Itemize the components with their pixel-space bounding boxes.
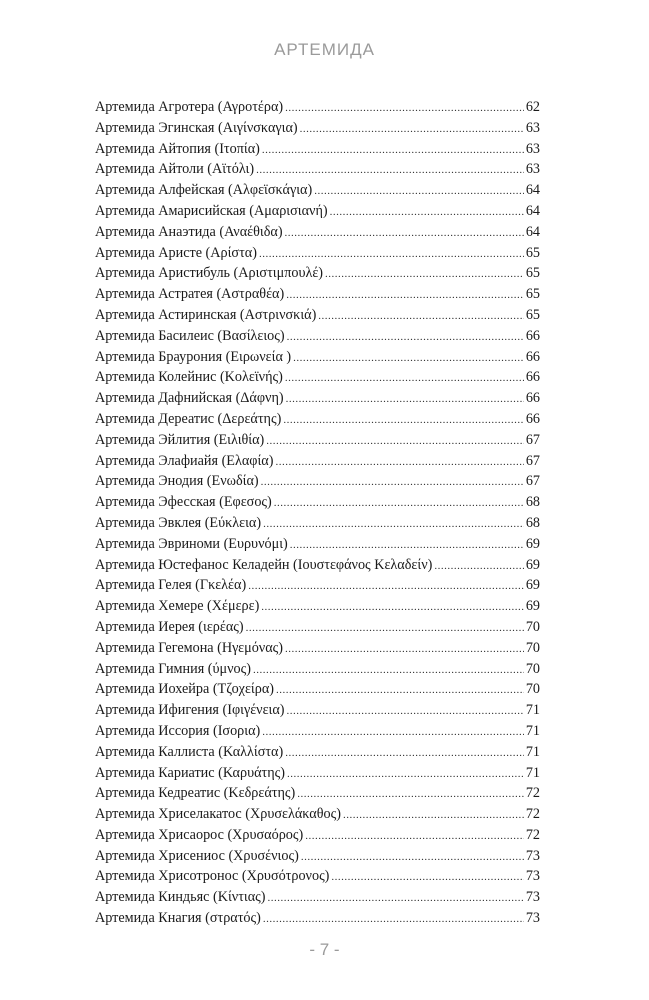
- toc-dot-leader: [343, 805, 524, 826]
- toc-dot-leader: [301, 847, 524, 868]
- toc-entry-title: Артемида Дереатис (Δερεάτης): [95, 410, 282, 427]
- toc-entry-title: Артемида Айтоли (Αϊτόλι): [95, 161, 255, 178]
- toc-entry-title: Артемида Агротера (Αγροτέρα): [95, 99, 284, 115]
- toc-dot-leader: [246, 618, 524, 639]
- toc-dot-leader: [266, 431, 524, 452]
- toc-entry-title: Артемида Аристибуль (Αριστιμπουλέ): [95, 265, 324, 282]
- toc-dot-leader: [330, 202, 524, 223]
- toc-entry: [95, 409, 540, 430]
- toc-dot-leader: [261, 597, 524, 618]
- toc-entry-page: 71: [525, 722, 540, 739]
- toc-entry-page: 66: [525, 348, 540, 365]
- toc-entry-title: Артемида Астиринская (Αστρινσκιά): [95, 306, 317, 323]
- toc-entry: [95, 804, 540, 825]
- toc-entry-page: 72: [525, 806, 540, 823]
- toc-entry-page: 73: [525, 847, 540, 864]
- toc-entry: [95, 659, 540, 680]
- toc-entry-title: Артемида Ифигения (Ιφιγένεια): [95, 702, 285, 719]
- toc-dot-leader: [262, 140, 524, 161]
- toc-entry-title: Артемида Аристе (Αρίστα): [95, 244, 257, 261]
- toc-dot-leader: [285, 639, 524, 660]
- toc-entry: [95, 866, 540, 887]
- toc-entry-title: Артемида Эгинская (Αιγίνσκαγια): [95, 119, 298, 136]
- toc-entry-title: Артемида Гимния (ύμνος): [95, 660, 251, 677]
- toc-dot-leader: [248, 576, 524, 597]
- toc-entry: [95, 222, 540, 243]
- toc-entry: [95, 201, 540, 222]
- toc-entry-page: 64: [525, 223, 540, 240]
- toc-entry: [95, 243, 540, 264]
- toc-entry: [95, 887, 540, 908]
- toc-dot-leader: [300, 119, 524, 140]
- toc-entry: [95, 742, 540, 763]
- toc-entry-title: Артемида Алфейская (Αλφεϊσκάγια): [95, 182, 313, 199]
- toc-entry-page: 71: [525, 743, 540, 760]
- toc-entry: [95, 388, 540, 409]
- toc-entry: [95, 139, 540, 160]
- toc-entry-title: Артемида Хриселакатос (Χρυσελάκαθος): [95, 806, 341, 823]
- toc-dot-leader: [331, 867, 523, 888]
- toc-dot-leader: [286, 389, 524, 410]
- toc-dot-leader: [287, 701, 524, 722]
- toc-dot-leader: [297, 784, 524, 805]
- toc-dot-leader: [253, 660, 524, 681]
- toc-entry: [95, 555, 540, 576]
- toc-dot-leader: [290, 535, 524, 556]
- toc-entry-page: 65: [525, 306, 540, 323]
- toc-entry-title: Артемида Кариатис (Καρυάτης): [95, 764, 285, 781]
- toc-dot-leader: [285, 743, 524, 764]
- toc-entry-title: Артемида Хрисаорос (Χρυσαόρος): [95, 826, 304, 843]
- toc-entry: [95, 700, 540, 721]
- toc-entry: [95, 575, 540, 596]
- toc-entry: [95, 534, 540, 555]
- toc-dot-leader: [256, 160, 524, 181]
- toc-entry-page: 72: [525, 785, 540, 802]
- toc-entry-title: Артемида Гегемона (Ηγεμόνας): [95, 639, 283, 656]
- toc-entry: [95, 263, 540, 284]
- toc-entry-title: Артемида Гелея (Γκελέα): [95, 577, 247, 594]
- running-head: АРТЕМИДА: [274, 40, 375, 59]
- toc-entry: [95, 783, 540, 804]
- toc-entry-title: Артемида Кедреатис (Κεδρεάτης): [95, 785, 296, 802]
- toc-entry-page: 70: [525, 681, 540, 698]
- toc-entry-page: 69: [525, 535, 540, 552]
- toc-entry-page: 72: [525, 826, 540, 843]
- toc-dot-leader: [314, 181, 524, 202]
- toc-dot-leader: [285, 223, 524, 244]
- toc-entry-page: 66: [525, 369, 540, 386]
- toc-entry-title: Артемида Юстефанос Келадейн (Ιουστεφάνος Κελαδείν): [95, 556, 433, 573]
- toc-entry: [95, 180, 540, 201]
- toc-entry-page: 63: [525, 161, 540, 178]
- toc-entry-title: Артемида Хрисениос (Χρυσένιος): [95, 847, 299, 864]
- toc-entry-title: Артемида Анаэтида (Αναέθιδα): [95, 223, 283, 240]
- toc-entry-title: Артемида Хрисотронос (Χρυσότρονος): [95, 868, 330, 885]
- toc-entry-title: Артемида Иссория (Ισορια): [95, 722, 261, 739]
- toc-entry-title: Артемида Эйлития (Ειλιθία): [95, 431, 265, 448]
- toc-entry-page: 65: [525, 265, 540, 282]
- toc-entry-page: 66: [525, 410, 540, 427]
- toc-dot-leader: [434, 556, 523, 577]
- toc-dot-leader: [318, 306, 524, 327]
- toc-entry: [95, 97, 540, 118]
- toc-entry-page: 69: [525, 598, 540, 615]
- toc-dot-leader: [276, 680, 524, 701]
- toc-entry-title: Артемида Брауpония (Ειρωνεία ): [95, 348, 292, 365]
- toc-dot-leader: [325, 264, 524, 285]
- table-of-contents: [95, 97, 540, 929]
- toc-entry-page: 68: [525, 494, 540, 511]
- toc-entry-page: 71: [525, 764, 540, 781]
- toc-entry-page: 70: [525, 639, 540, 656]
- toc-entry-title: Артемида Дафнийская (Δάφνη): [95, 390, 284, 407]
- toc-entry-page: 69: [525, 577, 540, 594]
- toc-dot-leader: [285, 98, 524, 119]
- toc-dot-leader: [262, 722, 524, 743]
- toc-entry-title: Артемида Иерея (ιερέας): [95, 618, 244, 635]
- toc-dot-leader: [293, 348, 524, 369]
- toc-entry-page: 62: [525, 99, 540, 115]
- toc-entry-title: Артемида Колейнис (Κολεϊνής): [95, 369, 283, 386]
- toc-entry-title: Артемида Кнагия (στρατός): [95, 910, 261, 927]
- toc-entry-title: Артемида Энодия (Ενωδία): [95, 473, 259, 490]
- toc-dot-leader: [259, 244, 524, 265]
- toc-entry-page: 65: [525, 286, 540, 303]
- toc-entry-title: Артемида Иохейра (Τζοχείρα): [95, 681, 274, 698]
- toc-dot-leader: [305, 826, 524, 847]
- toc-entry: [95, 471, 540, 492]
- toc-dot-leader: [263, 514, 524, 535]
- toc-entry-page: 73: [525, 889, 540, 906]
- toc-dot-leader: [261, 472, 524, 493]
- toc-entry-title: Артемида Киндьяс (Κίντιας): [95, 889, 266, 906]
- toc-entry-page: 73: [525, 868, 540, 885]
- toc-entry-title: Артемида Амарисийская (Αμαρισιανή): [95, 202, 328, 219]
- toc-entry-title: Артемида Каллиста (Καλλίστα): [95, 743, 284, 760]
- toc-dot-leader: [287, 327, 524, 348]
- toc-dot-leader: [263, 909, 524, 930]
- toc-entry: [95, 118, 540, 139]
- toc-entry-page: 63: [525, 140, 540, 157]
- toc-entry: [95, 347, 540, 368]
- toc-entry: [95, 451, 540, 472]
- toc-dot-leader: [286, 285, 524, 306]
- toc-dot-leader: [268, 888, 524, 909]
- toc-entry: [95, 846, 540, 867]
- toc-entry: [95, 492, 540, 513]
- toc-entry-page: 67: [525, 452, 540, 469]
- toc-entry-page: 63: [525, 119, 540, 136]
- toc-entry: [95, 638, 540, 659]
- toc-entry: [95, 326, 540, 347]
- toc-entry: [95, 679, 540, 700]
- toc-entry-page: 70: [525, 660, 540, 677]
- toc-entry: [95, 159, 540, 180]
- toc-entry-title: Артемида Эвклея (Εύκλεια): [95, 514, 262, 531]
- toc-entry: [95, 367, 540, 388]
- toc-dot-leader: [287, 764, 524, 785]
- toc-entry-title: Артемида Хемере (Χέμερε): [95, 598, 260, 615]
- toc-dot-leader: [285, 368, 524, 389]
- toc-entry-page: 67: [525, 431, 540, 448]
- toc-dot-leader: [274, 493, 524, 514]
- toc-entry-page: 69: [525, 556, 540, 573]
- toc-entry: [95, 596, 540, 617]
- toc-entry: [95, 305, 540, 326]
- toc-entry: [95, 763, 540, 784]
- toc-entry-title: Артемида Астратея (Αστραθέα): [95, 286, 285, 303]
- toc-entry-page: 66: [525, 327, 540, 344]
- toc-entry-page: 70: [525, 618, 540, 635]
- toc-entry-page: 68: [525, 514, 540, 531]
- toc-entry: [95, 513, 540, 534]
- toc-entry-title: Артемида Айтопия (Ιτοπία): [95, 140, 260, 157]
- toc-entry-page: 73: [525, 910, 540, 927]
- page-number: - 7 -: [309, 940, 340, 959]
- toc-entry: [95, 430, 540, 451]
- toc-dot-leader: [275, 452, 523, 473]
- toc-entry: [95, 284, 540, 305]
- toc-entry-page: 64: [525, 202, 540, 219]
- toc-entry-page: 64: [525, 182, 540, 199]
- toc-entry-page: 66: [525, 390, 540, 407]
- toc-entry-title: Артемида Эфесская (Εφεσος): [95, 494, 272, 511]
- toc-entry-title: Артемида Эвриноми (Ευρυνόμι): [95, 535, 288, 552]
- toc-entry: [95, 825, 540, 846]
- toc-dot-leader: [283, 410, 524, 431]
- toc-entry-title: Артемида Элафиайя (Ελαφία): [95, 452, 274, 469]
- toc-entry-page: 71: [525, 702, 540, 719]
- toc-entry: [95, 908, 540, 929]
- toc-entry-page: 67: [525, 473, 540, 490]
- toc-entry: [95, 617, 540, 638]
- toc-entry: [95, 721, 540, 742]
- toc-entry-page: 65: [525, 244, 540, 261]
- toc-entry-title: Артемида Басилеис (Βασίλειος): [95, 327, 285, 344]
